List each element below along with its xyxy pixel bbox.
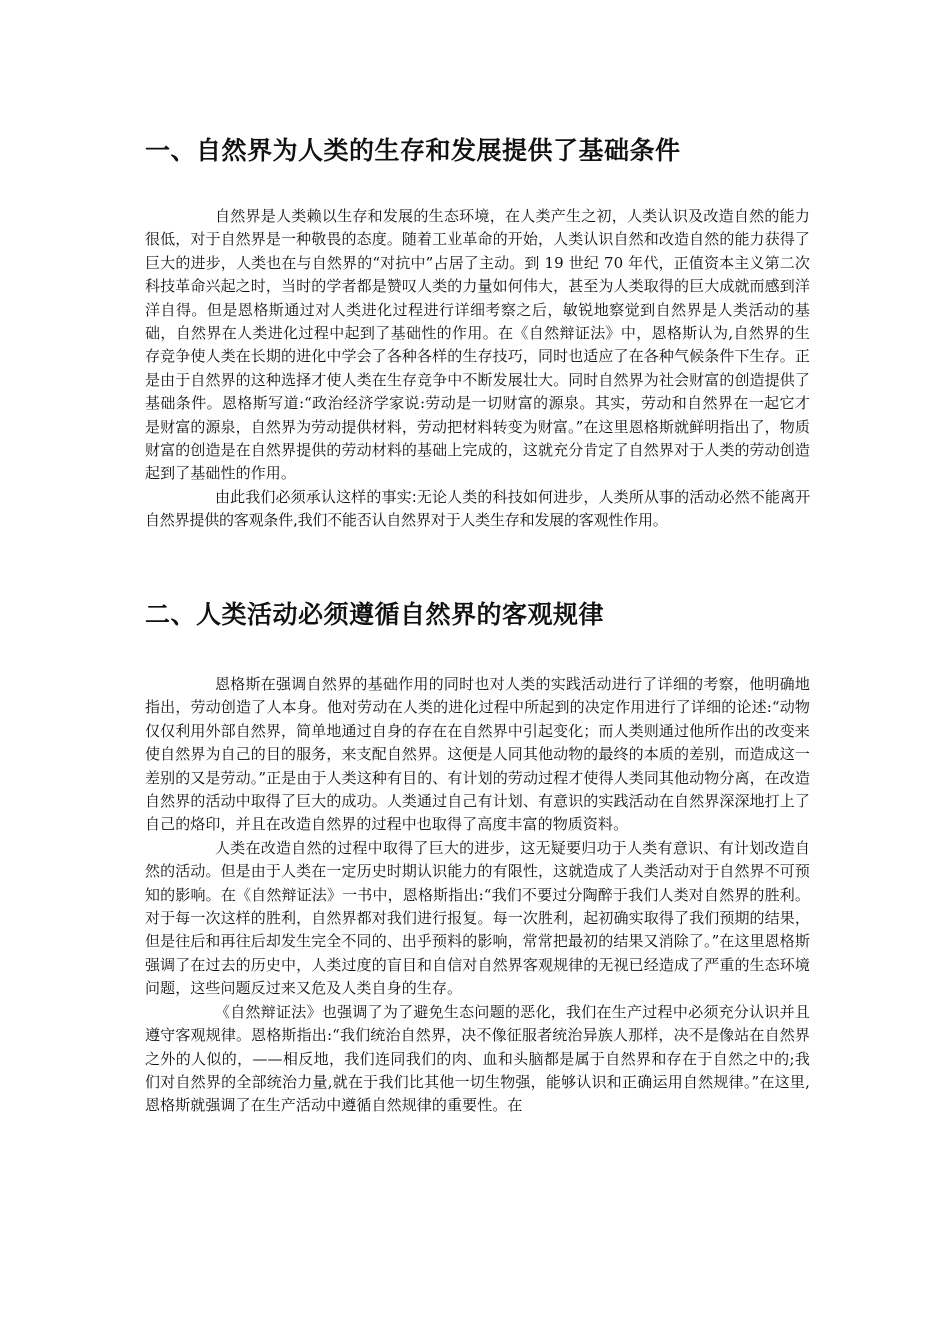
section-2-body	[145, 673, 810, 1118]
section-1-paragraph-2: 由此我们必须承认这样的事实:无论人类的科技如何进步，人类所从事的活动必然不能离开自然界提供的客观条件,我们不能否认自然界对于人类生存和发展的客观性作用。	[145, 487, 810, 530]
section-1-paragraph-1: 自然界是人类赖以生存和发展的生态环境，在人类产生之初，人类认识及改造自然的能力很低，对于自然界是一种敬畏的态度。随着工业革命的开始，人类认识自然和改造自然的能力获得了巨大的进步，人类也在与自然界的“对抗中”占居了主动。到 19 世纪 70 年代，正值资本主义第二次科技革命兴起之时，当时的学者都是赞叹人类的力量如何伟大，甚至为人类取得的巨大成就而感到洋洋自得。但是恩格斯通过对人类进化过程进行详细考察之后，敏锐地察觉到自然界是人类活动的基础，自然界在人类进化过程中起到了基础性的作用。在《自然辩证法》中，恩格斯认为,自然界的生存竞争使人类在长期的进化中学会了各种各样的生存技巧，同时也适应了在各种气候条件下生存。正是由于自然界的这种选择才使人类在生存竞争中不断发展壮大。同时自然界为社会财富的创造提供了基础条件。恩格斯写道:“政治经济学家说:劳动是一切财富的源泉。其实，劳动和自然界在一起它才是财富的源泉，自然界为劳动提供材料，劳动把材料转变为财富。”在这里恩格斯就鲜明指出了，物质财富的创造是在自然界提供的劳动材料的基础上完成的，这就充分肯定了自然界对于人类的劳动创造起到了基础性的作用。	[145, 207, 810, 483]
section-2-paragraph-2: 人类在改造自然的过程中取得了巨大的进步，这无疑要归功于人类有意识、有计划改造自然的活动。但是由于人类在一定历史时期认识能力的有限性，这就造成了人类活动对于自然界不可预知的影响。在《自然辩证法》一书中，恩格斯指出:“我们不要过分陶醉于我们人类对自然界的胜利。对于每一次这样的胜利，自然界都对我们进行报复。每一次胜利，起初确实取得了我们预期的结果，但是往后和再往后却发生完全不同的、出乎预料的影响，常常把最初的结果又消除了。”在这里恩格斯强调了在过去的历史中，人类过度的盲目和自信对自然界客观规律的无视已经造成了严重的生态环境问题，这些问题反过来又危及人类自身的生存。	[145, 838, 810, 998]
section-1-heading: 一、自然界为人类的生存和发展提供了基础条件	[145, 136, 681, 165]
section-2-paragraph-1: 恩格斯在强调自然界的基础作用的同时也对人类的实践活动进行了详细的考察，他明确地指出，劳动创造了人本身。他对劳动在人类的进化过程中所起到的决定作用进行了详细的论述:“动物仅仅利用外部自然界，简单地通过自身的存在在自然界中引起变化；而人类则通过他所作出的改变来使自然界为自己的目的服务，来支配自然界。这便是人同其他动物的最终的本质的差别，而造成这一差别的又是劳动。”正是由于人类这种有目的、有计划的劳动过程才使得人类同其他动物分离，在改造自然界的活动中取得了巨大的成功。人类通过自己有计划、有意识的实践活动在自然界深深地打上了自己的烙印，并且在改造自然界的过程中也取得了高度丰富的物质资料。	[145, 675, 810, 834]
section-2-heading: 二、人类活动必须遵循自然界的客观规律	[145, 600, 605, 629]
section-2-paragraph-3: 《自然辩证法》也强调了为了避免生态问题的恶化，我们在生产过程中必须充分认识并且遵守客观规律。恩格斯指出:“我们统治自然界，决不像征服者统治异族人那样，决不是像站在自然界之外的人似的，——相反地，我们连同我们的肉、血和头脑都是属于自然界和存在于自然之中的;我们对自然界的全部统治力量,就在于我们比其他一切生物强，能够认识和正确运用自然规律。”在这里,恩格斯就强调了在生产活动中遵循自然规律的重要性。在	[145, 1002, 810, 1115]
section-1-body	[145, 205, 810, 533]
